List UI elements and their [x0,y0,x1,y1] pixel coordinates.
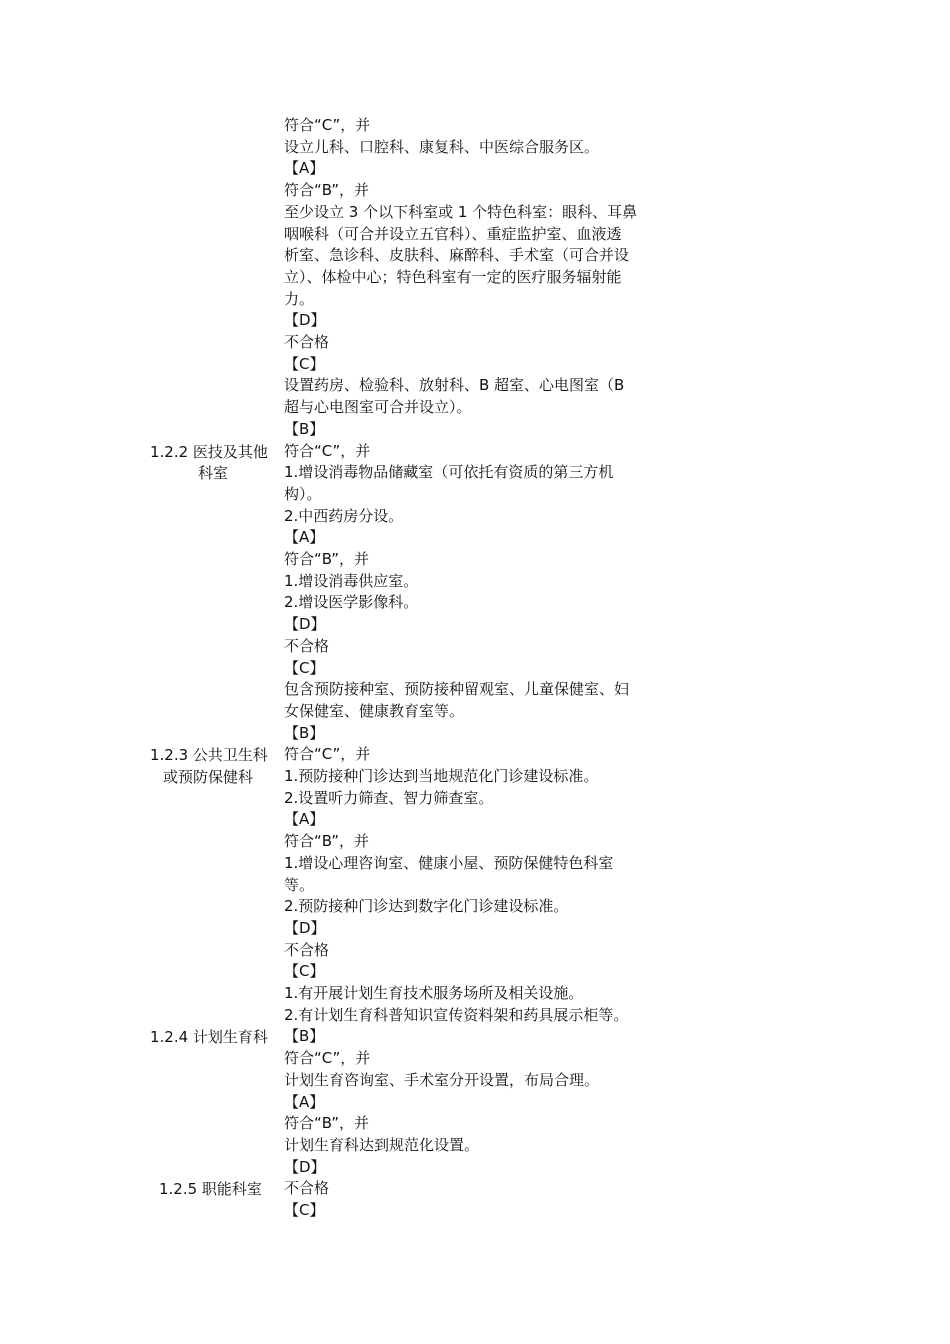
text-line: 2.预防接种门诊达到数字化门诊建设标准。 [284,897,569,916]
text-line: 不合格 [284,636,330,655]
text-line: 符合“C”，并 [284,745,371,764]
text-line: 1.增设消毒物品储藏室（可依托有资质的第三方机 [284,463,614,482]
text-line: 至少设立 3 个以下科室或 1 个特色科室：眼科、耳鼻 [284,202,638,221]
text-line: 2.设置听力筛查、智力筛查室。 [284,788,494,807]
text-line: 咽喉科（可合并设立五官科）、重症监护室、血液透 [284,224,622,243]
text-line: 【A】 [284,528,325,547]
text-line: 超与心电图室可合并设立）。 [284,398,472,417]
text-line: 设立儿科、口腔科、康复科、中医综合服务区。 [284,137,600,156]
text-line: 1.增设心理咨询室、健康小屋、预防保健特色科室 [284,853,614,872]
text-line: 【B】 [284,419,325,438]
text-line: 符合“B”，并 [284,550,370,568]
text-line: 符合“C”，并 [284,116,371,134]
text-line: 立）、体检中心；特色科室有一定的医疗服务辐射能 [284,267,622,286]
text-line: 2.有计划生育科普知识宣传资料架和药具展示柜等。 [284,1005,629,1024]
text-line: 不合格 [284,333,330,351]
text-line: 计划生育咨询室、手术室分开设置，布局合理。 [284,1070,600,1089]
text-line: 【B】 [284,723,325,742]
text-line: 【C】 [284,962,325,981]
text-line: 【A】 [284,810,325,829]
text-line: 【D】 [284,615,326,634]
text-line: 计划生育科达到规范化设置。 [284,1135,480,1154]
text-line: 符合“B”，并 [284,832,370,851]
text-line: 包含预防接种室、预防接种留观室、儿童保健室、妇 [284,680,630,699]
text-line: 【D】 [284,918,326,937]
text-line: 【D】 [284,311,326,330]
text-line: 符合“C”，并 [284,1049,371,1068]
section-label-1-2-3-cont: 或预防保健科 [163,768,254,786]
text-line: 女保健室、健康教育室等。 [284,701,465,720]
text-line: 符合“B”，并 [284,1114,370,1133]
text-line: 符合“C”，并 [284,441,371,460]
text-line: 【A】 [284,159,325,178]
text-line: 【A】 [284,1092,325,1111]
text-line: 【D】 [284,1157,326,1176]
text-line: 不合格 [284,1179,330,1198]
text-line: 1.增设消毒供应室。 [284,571,419,590]
text-line: 2.增设医学影像科。 [284,593,419,612]
text-line: 【B】 [284,1027,325,1046]
section-label-1-2-5: 1.2.5 职能科室 [159,1180,262,1199]
text-line: 不合格 [284,940,330,959]
text-line: 2.中西药房分设。 [284,506,404,525]
section-label-1-2-4: 1.2.4 计划生育科 [150,1028,268,1047]
text-line: 【C】 [284,354,325,373]
text-line: 【C】 [284,1201,325,1219]
text-line: 1.预防接种门诊达到当地规范化门诊建设标准。 [284,767,599,785]
section-label-1-2-2: 1.2.2 医技及其他 [150,442,268,461]
text-line: 构）。 [284,484,322,503]
text-line: 符合“B”，并 [284,181,370,200]
section-label-1-2-3: 1.2.3 公共卫生科 [150,746,268,765]
text-line: 析室、急诊科、皮肤科、麻醉科、手术室（可合并设 [284,246,630,265]
text-line: 等。 [284,875,315,894]
text-line: 1.有开展计划生育技术服务场所及相关设施。 [284,984,584,1002]
text-line: 【C】 [284,658,325,677]
section-label-1-2-2-cont: 科室 [198,464,229,483]
text-line: 设置药房、检验科、放射科、B 超室、心电图室（B [284,376,625,395]
text-line: 力。 [284,289,315,308]
